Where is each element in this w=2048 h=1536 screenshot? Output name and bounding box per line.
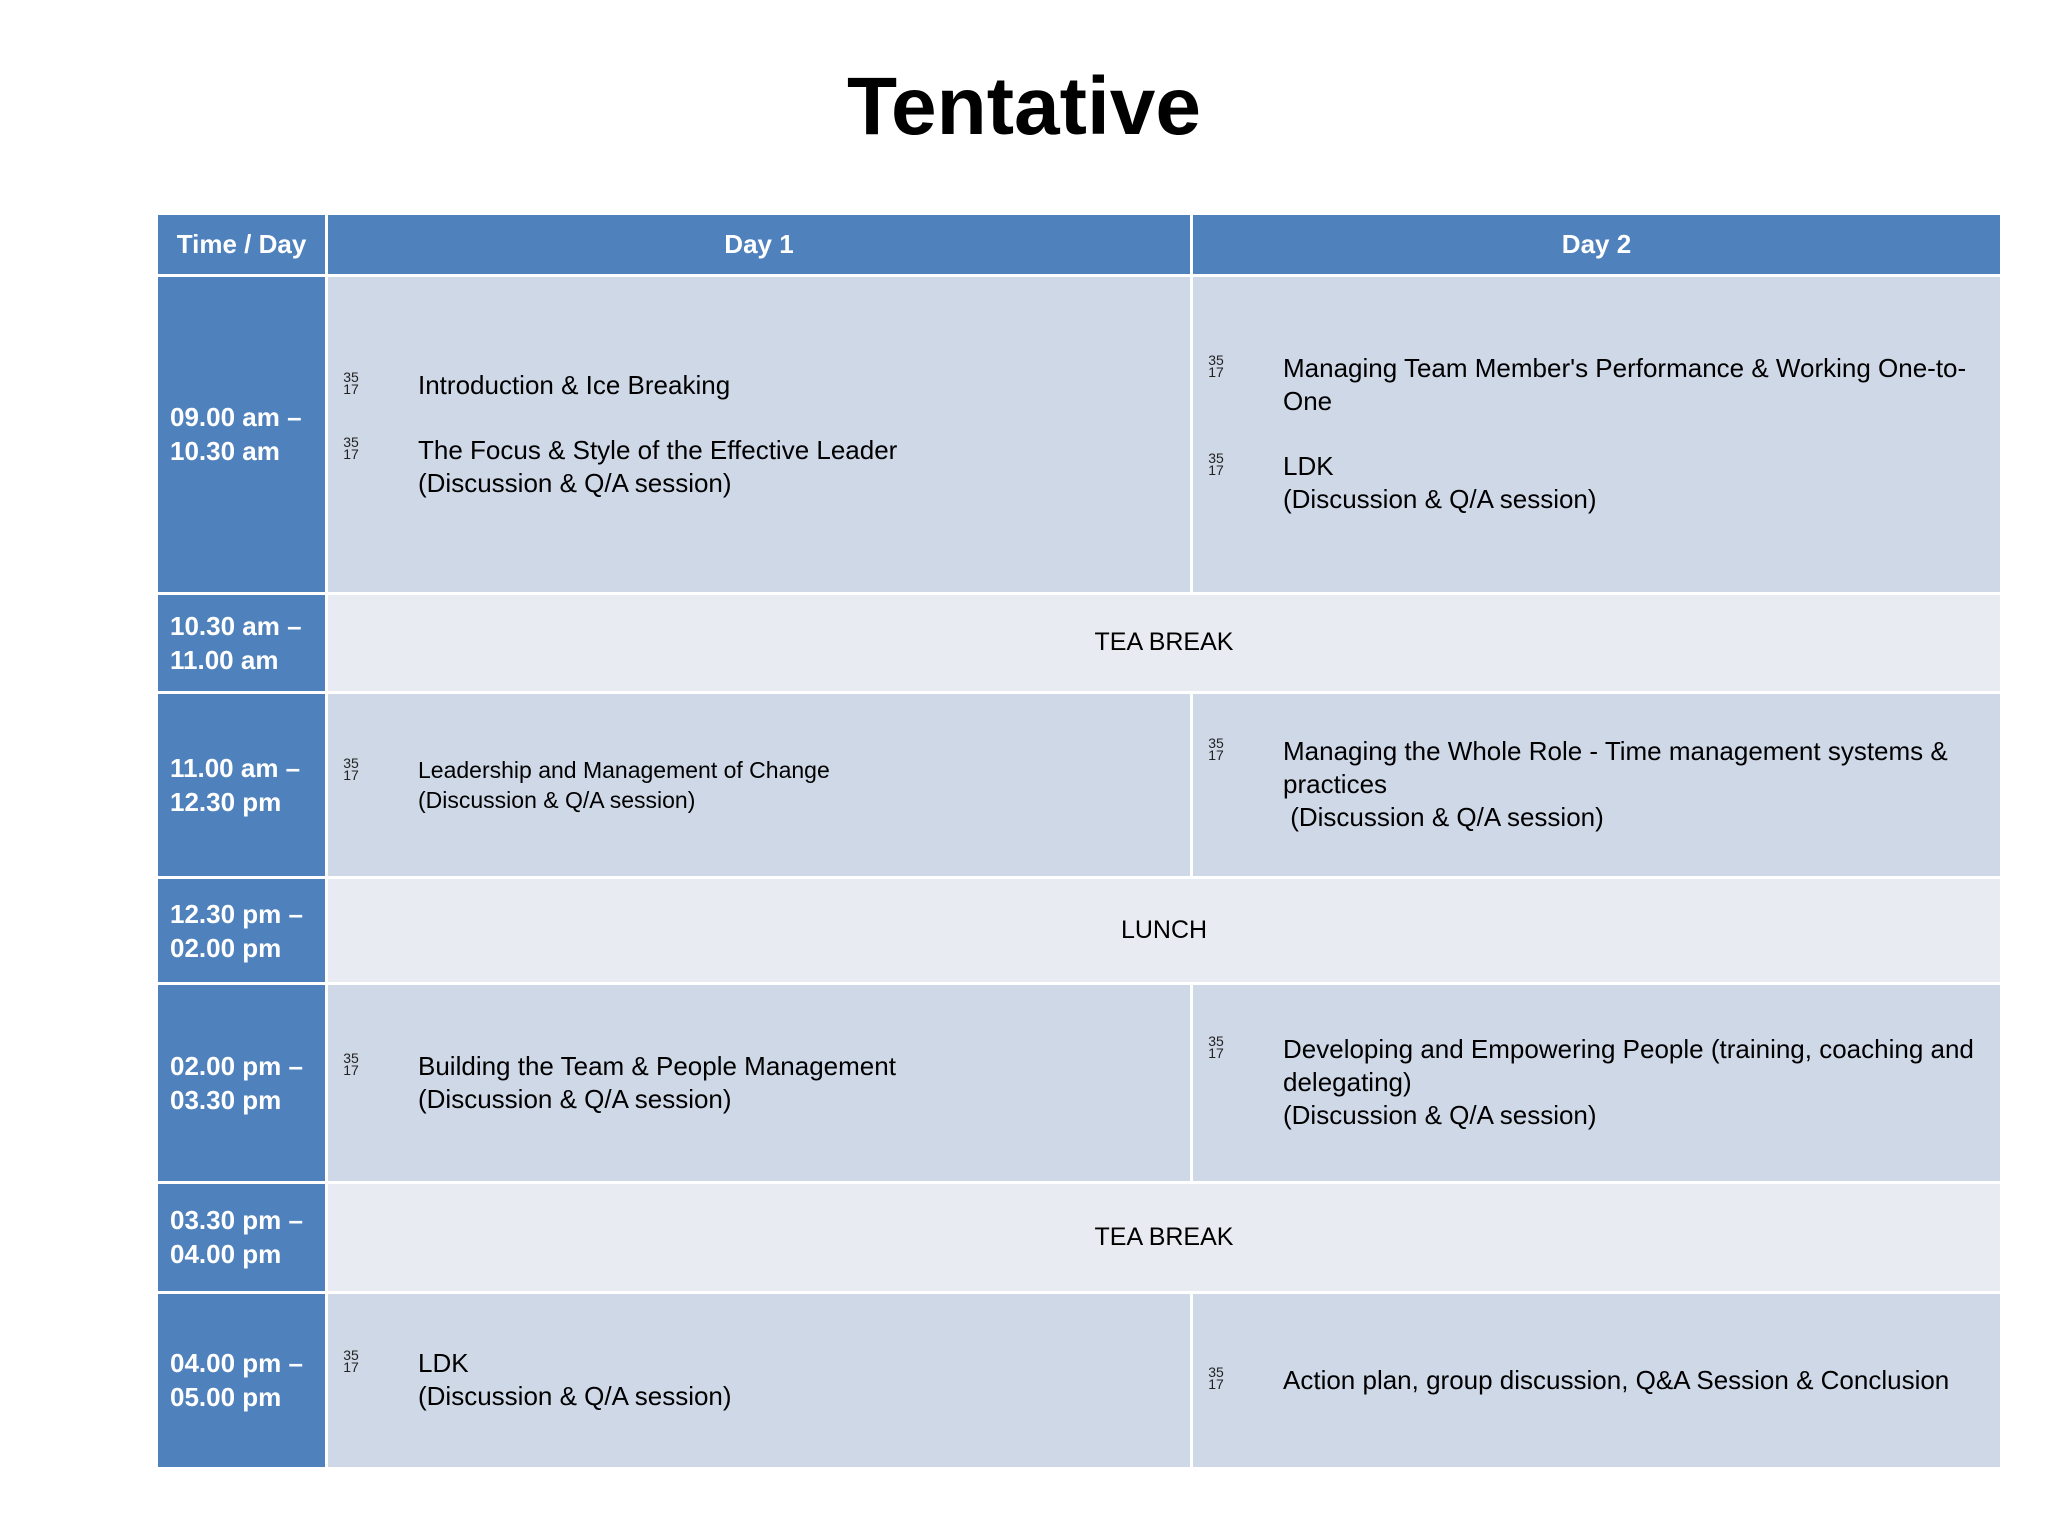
day1-session — [327, 276, 1192, 594]
break-cell: TEA BREAK — [327, 593, 2002, 692]
session-item: 35 17 Introduction & Ice Breaking — [328, 369, 1190, 402]
table-row — [157, 593, 2002, 692]
table-row — [157, 1292, 2002, 1468]
page-title: Tentative — [847, 61, 1201, 152]
time-slot: 12.30 pm – 02.00 pm — [157, 878, 327, 984]
bullet-icon: 35 17 — [343, 433, 359, 462]
time-slot: 11.00 am – 12.30 pm — [157, 692, 327, 877]
table-row — [157, 276, 2002, 594]
day2-session — [1192, 1292, 2002, 1468]
day1-session — [327, 692, 1192, 877]
table-row — [157, 692, 2002, 877]
time-slot: 02.00 pm – 03.30 pm — [157, 984, 327, 1182]
session-item: 35 17 Managing Team Member's Performance & Working One-to-One — [1193, 352, 2000, 418]
header-day-2: Day 2 — [1192, 214, 2002, 276]
bullet-icon: 35 17 — [1208, 450, 1224, 479]
day2-session — [1192, 276, 2002, 594]
session-item: 35 17 Action plan, group discussion, Q&A Session & Conclusion — [1193, 1364, 2000, 1397]
bullet-icon: 35 17 — [1208, 352, 1224, 381]
session-item: 35 17 The Focus & Style of the Effective Leader (Discussion & Q/A session) — [328, 434, 1190, 500]
session-item: 35 17 Developing and Empowering People (training, coaching and delegating) (Discussion & Q/A session) — [1193, 1033, 2000, 1132]
day2-session — [1192, 984, 2002, 1182]
session-item: 35 17 Building the Team & People Management (Discussion & Q/A session) — [328, 1050, 1190, 1116]
bullet-icon: 35 17 — [1208, 735, 1224, 764]
session-item: 35 17 LDK (Discussion & Q/A session) — [328, 1347, 1190, 1413]
time-slot: 09.00 am – 10.30 am — [157, 276, 327, 594]
header-time-day: Time / Day — [157, 214, 327, 276]
time-slot: 04.00 pm – 05.00 pm — [157, 1292, 327, 1468]
bullet-icon: 35 17 — [343, 1347, 359, 1376]
time-slot: 10.30 am – 11.00 am — [157, 593, 327, 692]
day1-session — [327, 984, 1192, 1182]
day2-session — [1192, 692, 2002, 877]
header-day-1: Day 1 — [327, 214, 1192, 276]
bullet-icon: 35 17 — [1208, 1363, 1224, 1392]
time-slot: 03.30 pm – 04.00 pm — [157, 1182, 327, 1292]
header-row — [157, 214, 2002, 276]
bullet-icon: 35 17 — [343, 1049, 359, 1078]
table-row — [157, 878, 2002, 984]
break-cell: LUNCH — [327, 878, 2002, 984]
session-item: 35 17 Leadership and Management of Change (Discussion & Q/A session) — [328, 755, 1190, 815]
bullet-icon: 35 17 — [343, 754, 359, 783]
table-row — [157, 1182, 2002, 1292]
bullet-icon: 35 17 — [343, 368, 359, 397]
session-item: 35 17 Managing the Whole Role - Time management systems & practices (Discussion & Q/A session) — [1193, 735, 2000, 834]
schedule-table — [155, 212, 2003, 1470]
session-item: 35 17 LDK (Discussion & Q/A session) — [1193, 450, 2000, 516]
table-row — [157, 984, 2002, 1182]
break-cell: TEA BREAK — [327, 1182, 2002, 1292]
day1-session — [327, 1292, 1192, 1468]
bullet-icon: 35 17 — [1208, 1033, 1224, 1062]
